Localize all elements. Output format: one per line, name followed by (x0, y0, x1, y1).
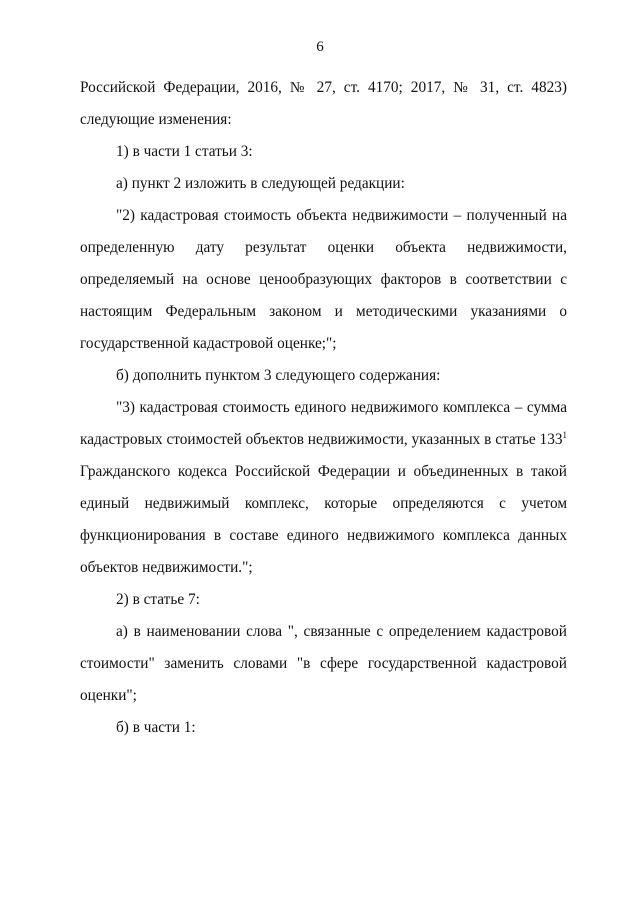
text-line: 1) в части 1 статьи 3: (116, 143, 253, 160)
page-number: 6 (316, 39, 324, 55)
text-line: определенную дату результат оценки объекта недвижимости, (80, 239, 567, 256)
text-line: оценки"; (80, 687, 137, 704)
text-line: определяемый на основе ценообразующих факторов в соответствии с (80, 271, 567, 288)
text-line: 2) в статье 7: (116, 591, 200, 608)
text-line: единый недвижимый комплекс, которые определяются с учетом (80, 495, 567, 512)
text-line: а) в наименовании слова ", связанные с определением кадастровой (116, 623, 567, 640)
superscript: 1 (562, 430, 567, 440)
text-line-main: кадастровых стоимостей объектов недвижимости, указанных в статье 133 (80, 431, 563, 448)
text-line: объектов недвижимости."; (80, 559, 253, 576)
text-line: б) дополнить пунктом 3 следующего содержания: (116, 367, 441, 384)
text-line: стоимости" заменить словами "в сфере государственной кадастровой (80, 655, 567, 672)
text-line: Гражданского кодекса Российской Федерации и объединенных в такой (80, 463, 567, 480)
text-line (80, 424, 567, 456)
text-line: государственной кадастровой оценке;"; (80, 335, 337, 352)
text-line: а) пункт 2 изложить в следующей редакции: (116, 175, 405, 192)
text-line: настоящим Федеральным законом и методическими указаниями о (80, 303, 567, 320)
text-line: функционирования в составе единого недвижимого комплекса данных (80, 527, 567, 544)
text-line: "2) кадастровая стоимость объекта недвижимости – полученный на (116, 207, 567, 224)
text-line: Российской Федерации, 2016, № 27, ст. 4170; 2017, № 31, ст. 4823) (80, 79, 567, 96)
text-line: следующие изменения: (80, 111, 232, 128)
text-line: б) в части 1: (116, 719, 196, 736)
text-line: "3) кадастровая стоимость единого недвижимого комплекса – сумма (116, 399, 567, 416)
document-body (80, 72, 567, 744)
